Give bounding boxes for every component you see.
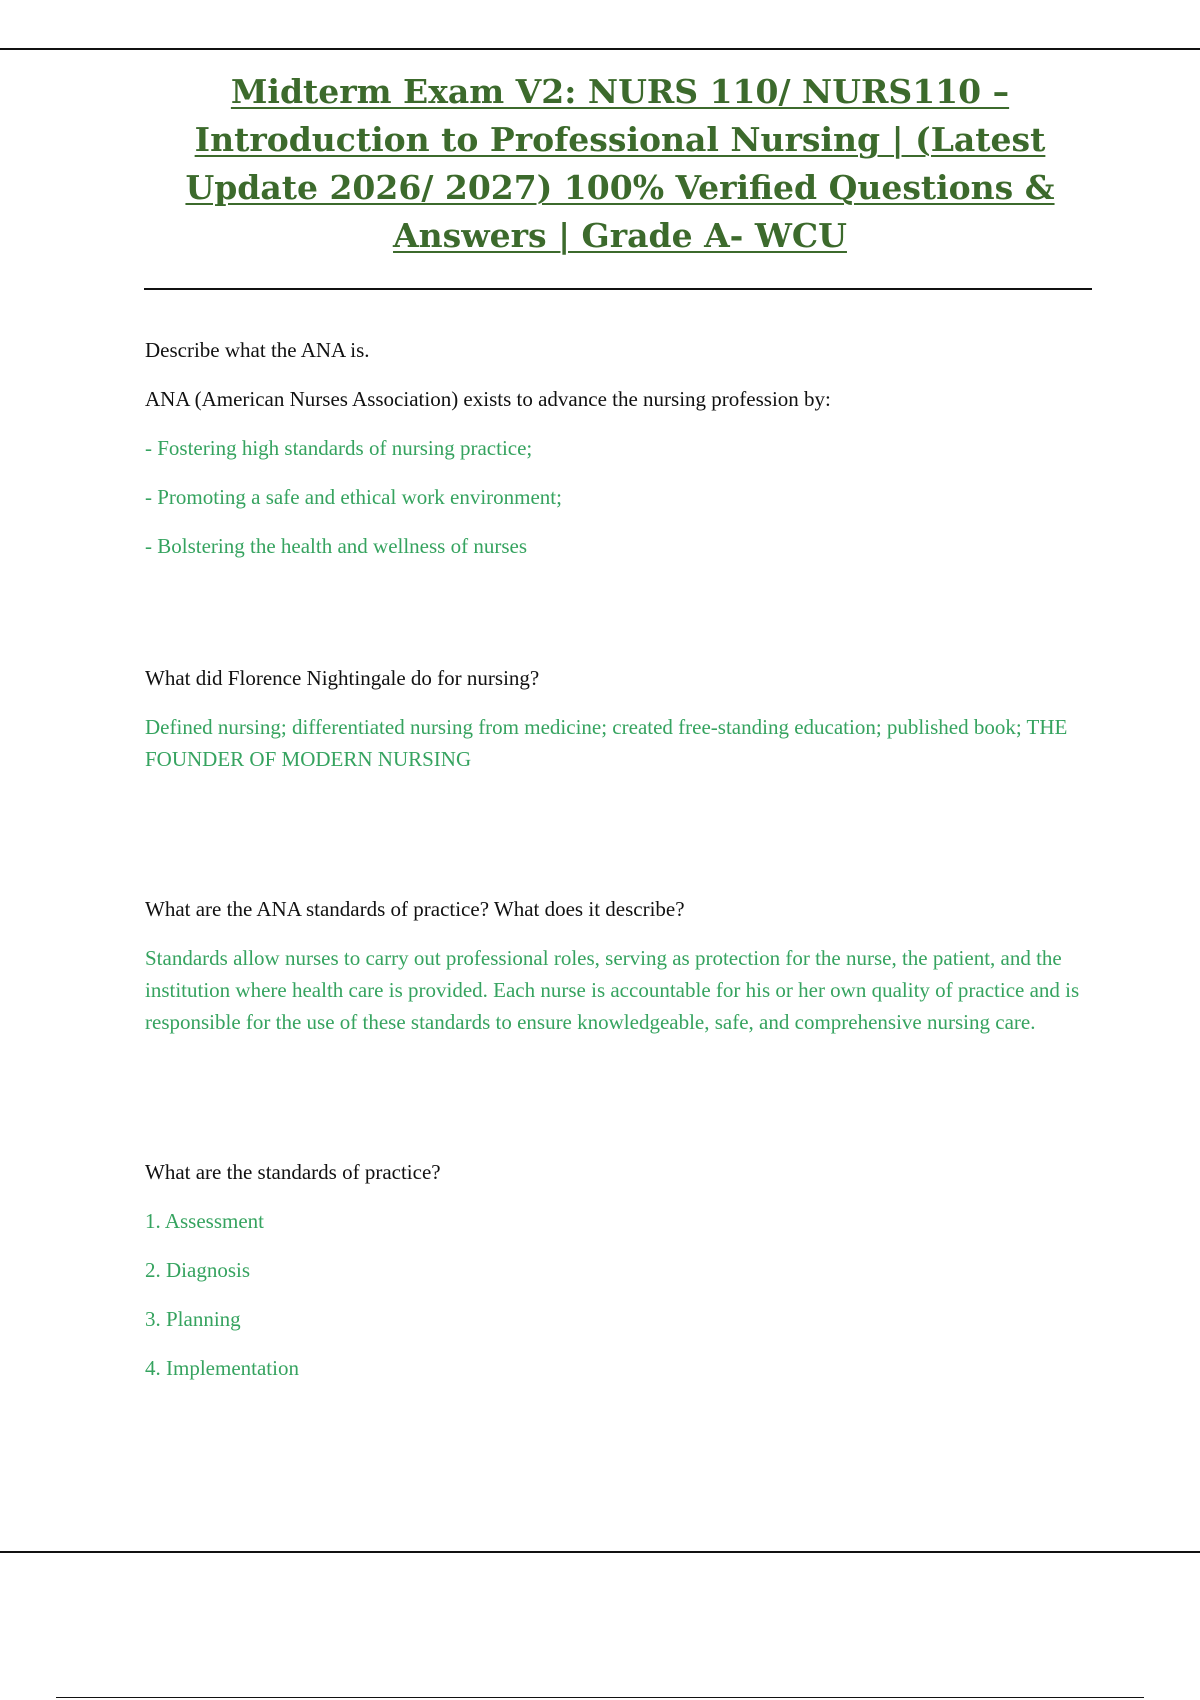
bottom-divider: [0, 1551, 1200, 1553]
question: What are the standards of practice?: [145, 1160, 441, 1184]
spacer: [145, 792, 1095, 893]
qa-content: [145, 334, 1095, 1401]
spacer: [145, 1055, 1095, 1156]
answer-line: - Promoting a safe and ethical work environment;: [145, 485, 562, 509]
answer-line: - Bolstering the health and wellness of nurses: [145, 534, 527, 558]
title-divider: [144, 288, 1092, 290]
top-divider: [0, 48, 1200, 50]
question: What did Florence Nightingale do for nursing?: [145, 666, 540, 690]
answer: Defined nursing; differentiated nursing from medicine; created free-standing education; published book; THE FOUNDER OF MODERN NURSING: [145, 715, 1068, 771]
answer-line: - Fostering high standards of nursing practice;: [145, 436, 533, 460]
qa-block-ana: [145, 334, 1095, 562]
qa-block-standards-of-practice: [145, 1156, 1095, 1384]
question: Describe what the ANA is.: [145, 338, 370, 362]
list-item: 3. Planning: [145, 1307, 241, 1331]
list-item: 4. Implementation: [145, 1356, 299, 1380]
question: What are the ANA standards of practice? What does it describe?: [145, 897, 685, 921]
answer-intro: ANA (American Nurses Association) exists to advance the nursing profession by:: [145, 387, 831, 411]
document-title: Midterm Exam V2: NURS 110/ NURS110 – Introduction to Professional Nursing | (Latest Update 2026/ 2027) 100% Verified Questions & Answers | Grade A- WCU: [185, 72, 1055, 255]
qa-block-ana-standards: [145, 893, 1095, 1038]
footer-divider: [56, 1697, 1144, 1698]
list-item: 1. Assessment: [145, 1209, 265, 1233]
spacer: [145, 579, 1095, 662]
list-item: 2. Diagnosis: [145, 1258, 250, 1282]
qa-block-nightingale: [145, 662, 1095, 775]
answer: Standards allow nurses to carry out professional roles, serving as protection for the nurse, the patient, and the institution where health care is provided. Each nurse is accountable for his or her own quality of practice and is responsible for the use of these standards to ensure knowledgeable, safe, and comprehensive nursing care.: [145, 946, 1080, 1034]
